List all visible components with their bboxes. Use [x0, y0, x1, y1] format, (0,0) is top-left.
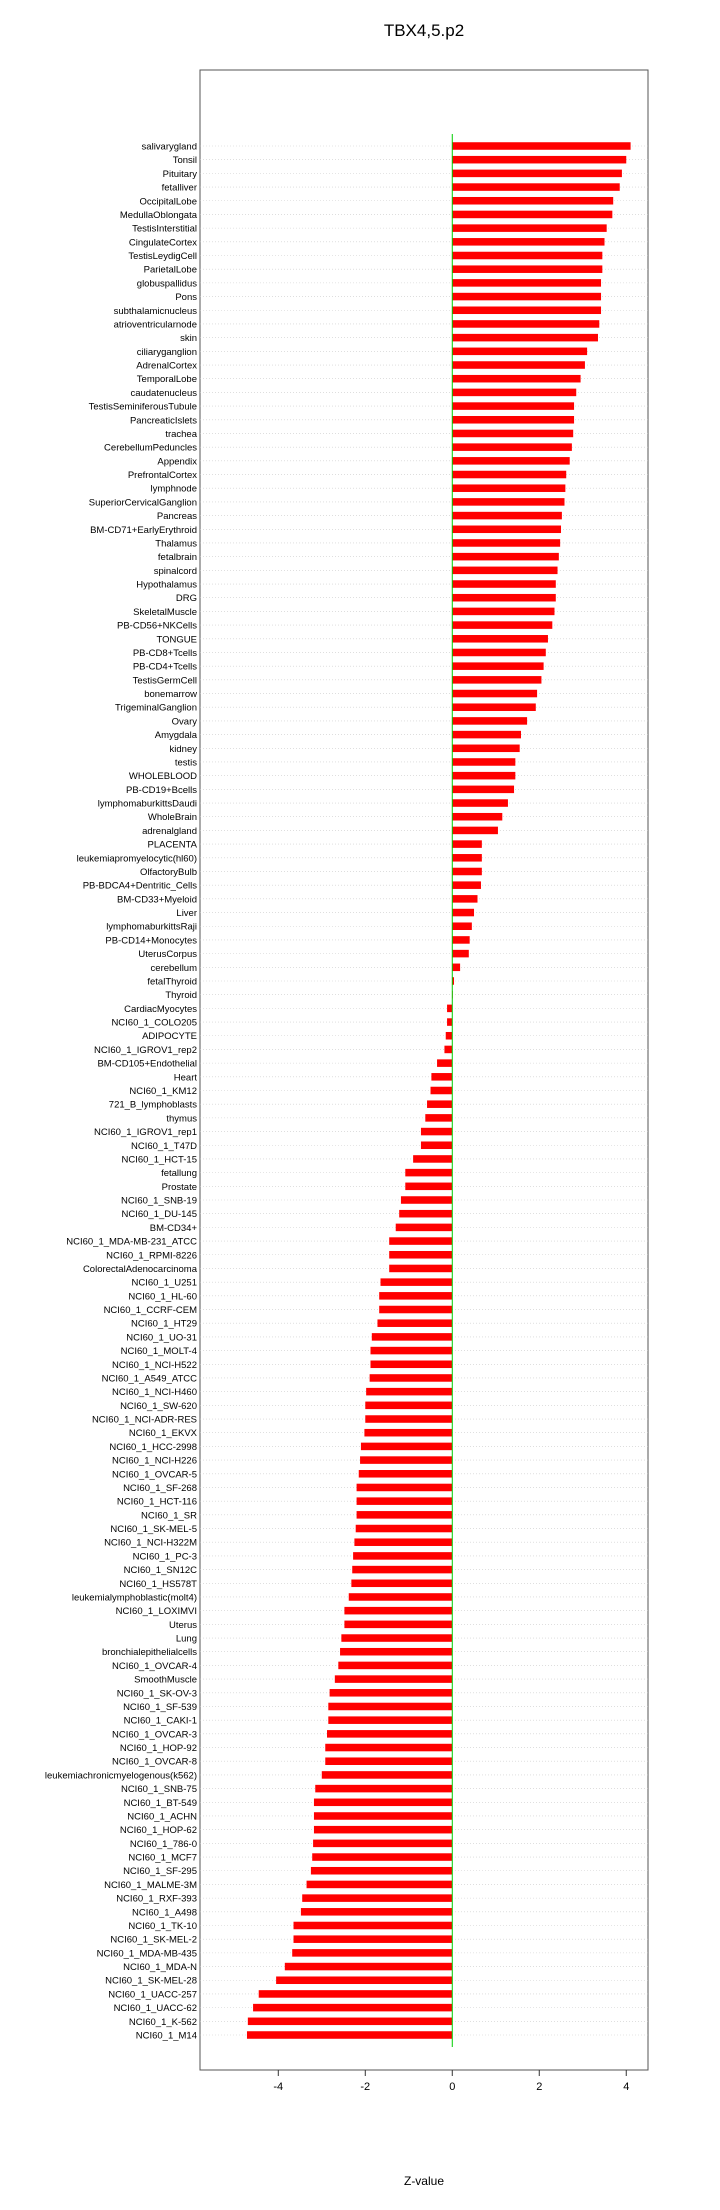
category-label: NCI60_1_CCRF-CEM [103, 1305, 197, 1317]
category-label: OlfactoryBulb [139, 866, 197, 878]
category-label: Liver [176, 908, 197, 920]
bar [452, 758, 515, 766]
bar [357, 1484, 453, 1492]
category-label: NCI60_1_NCI-H226 [111, 1455, 197, 1467]
bar [325, 1744, 452, 1752]
bar [452, 375, 580, 383]
bar [452, 703, 536, 711]
bar [452, 320, 599, 328]
category-label: TrigeminalGanglion [114, 702, 197, 714]
category-label: TestisGermCell [132, 675, 197, 687]
category-label: NCI60_1_K-562 [128, 2016, 197, 2028]
x-axis [273, 2070, 629, 2093]
bar [356, 1525, 453, 1533]
bar [452, 306, 601, 314]
bar [452, 471, 566, 479]
bar [311, 1867, 452, 1875]
category-label: Heart [173, 1072, 197, 1084]
x-tick-label: -2 [360, 2081, 371, 2093]
bar [452, 649, 546, 657]
bar [452, 402, 574, 410]
category-labels [45, 142, 198, 2042]
category-label: NCI60_1_SW-620 [120, 1400, 197, 1412]
bar [452, 745, 519, 753]
bar [452, 662, 543, 670]
category-label: SmoothMuscle [134, 1674, 197, 1686]
category-label: NCI60_1_MDA-MB-231_ATCC [66, 1236, 197, 1248]
bar [360, 1456, 452, 1464]
category-label: NCI60_1_SNB-19 [120, 1195, 197, 1207]
bar [351, 1580, 452, 1588]
category-label: NCI60_1_NCI-H460 [111, 1387, 197, 1399]
bar [452, 457, 569, 465]
bar [248, 2018, 452, 2026]
bar [452, 840, 482, 848]
bar [452, 881, 481, 889]
bar [452, 293, 601, 301]
bar [452, 211, 612, 219]
bar [370, 1374, 453, 1382]
bar [259, 1990, 453, 1998]
bar [314, 1799, 452, 1807]
bar [285, 1963, 452, 1971]
category-label: Uterus [169, 1619, 197, 1631]
bar [327, 1730, 452, 1738]
category-label: Lung [175, 1633, 197, 1645]
category-label: PrefrontalCortex [127, 470, 197, 482]
category-label: OccipitalLobe [139, 196, 197, 208]
bar [452, 676, 541, 684]
bar [328, 1703, 452, 1711]
category-label: TestisSeminiferousTubule [88, 401, 197, 413]
bar [247, 2031, 452, 2039]
bar [294, 1922, 453, 1930]
category-label: NCI60_1_BT-549 [123, 1797, 197, 1809]
category-label: lymphnode [150, 483, 197, 495]
category-label: Tonsil [172, 155, 197, 167]
category-label: NCI60_1_NCI-H522 [111, 1359, 197, 1371]
bar [452, 786, 514, 794]
bar [452, 430, 573, 438]
bar [354, 1538, 452, 1546]
bar [405, 1169, 452, 1177]
category-label: Pituitary [162, 168, 197, 180]
bar [253, 2004, 452, 2012]
category-label: PB-CD14+Monocytes [105, 935, 197, 947]
category-label: NCI60_1_PC-3 [132, 1551, 197, 1563]
bar [340, 1648, 452, 1656]
category-label: 721_B_lymphoblasts [108, 1099, 197, 1111]
bar [452, 361, 585, 369]
category-label: ciliaryganglion [136, 346, 197, 358]
bar [421, 1141, 452, 1149]
category-label: Thyroid [165, 990, 197, 1002]
bar [452, 279, 601, 287]
bar [365, 1402, 452, 1410]
bar [364, 1429, 452, 1437]
bar [427, 1100, 452, 1108]
category-label: Pons [175, 292, 197, 304]
bar [452, 608, 554, 616]
bar [452, 334, 598, 342]
bar [302, 1894, 452, 1902]
bar [452, 416, 574, 424]
category-label: NCI60_1_ACHN [127, 1811, 197, 1823]
category-label: CingulateCortex [128, 237, 197, 249]
bar [452, 813, 502, 821]
bar [353, 1552, 452, 1560]
bar [312, 1853, 452, 1861]
bar [452, 553, 559, 561]
bar [452, 827, 498, 835]
category-label: NCI60_1_A549_ATCC [101, 1373, 197, 1385]
bar [452, 156, 626, 164]
category-label: PB-CD8+Tcells [132, 647, 197, 659]
category-label: kidney [169, 743, 197, 755]
bar [379, 1306, 452, 1314]
category-label: NCI60_1_HL-60 [128, 1291, 197, 1303]
category-label: TestisLeydigCell [128, 251, 197, 263]
category-label: bronchialepithelialcells [101, 1647, 197, 1659]
bar [452, 498, 564, 506]
category-label: thymus [166, 1113, 197, 1125]
category-label: NCI60_1_OVCAR-3 [111, 1729, 197, 1741]
category-label: Thalamus [155, 538, 197, 550]
category-label: fetalbrain [157, 552, 197, 564]
category-label: NCI60_1_MALME-3M [104, 1879, 197, 1891]
category-label: Appendix [157, 456, 197, 468]
category-label: atrioventricularnode [113, 319, 197, 331]
category-label: NCI60_1_SK-MEL-28 [105, 1975, 197, 1987]
category-label: cerebellum [150, 962, 197, 974]
category-label: NCI60_1_UACC-62 [113, 2003, 197, 2015]
category-label: NCI60_1_MOLT-4 [120, 1346, 197, 1358]
bar [381, 1278, 453, 1286]
bar [447, 1018, 452, 1026]
category-label: WholeBrain [147, 812, 197, 824]
bar [359, 1470, 453, 1478]
bar [452, 580, 556, 588]
category-label: adrenalgland [142, 825, 197, 837]
bar [452, 854, 482, 862]
category-label: NCI60_1_UO-31 [126, 1332, 197, 1344]
category-label: NCI60_1_SK-MEL-5 [110, 1524, 197, 1536]
category-label: NCI60_1_HOP-92 [119, 1743, 197, 1755]
bar [330, 1689, 453, 1697]
category-label: NCI60_1_MDA-MB-435 [96, 1948, 197, 1960]
category-label: NCI60_1_NCI-H322M [104, 1537, 197, 1549]
category-label: NCI60_1_SR [141, 1510, 197, 1522]
category-label: NCI60_1_SK-MEL-2 [110, 1934, 197, 1946]
bar [452, 484, 565, 492]
chart-title: TBX4,5.p2 [383, 21, 465, 40]
category-label: NCI60_1_SNB-75 [120, 1784, 197, 1796]
bar [341, 1634, 452, 1642]
category-label: NCI60_1_A498 [132, 1907, 197, 1919]
category-label: NCI60_1_EKVX [128, 1428, 197, 1440]
bar [425, 1114, 452, 1122]
category-label: SuperiorCervicalGanglion [88, 497, 197, 509]
category-label: NCI60_1_MDA-N [123, 1962, 197, 1974]
bar [452, 717, 527, 725]
category-label: BM-CD33+Myeloid [117, 894, 197, 906]
category-label: NCI60_1_SN12C [123, 1565, 197, 1577]
category-label: leukemialymphoblastic(molt4) [71, 1592, 197, 1604]
category-label: TemporalLobe [136, 374, 197, 386]
bar [452, 539, 560, 547]
category-label: NCI60_1_COLO205 [111, 1017, 197, 1029]
bar [452, 512, 562, 520]
bar [315, 1785, 452, 1793]
category-label: CerebellumPeduncles [104, 442, 197, 454]
bar [446, 1032, 453, 1040]
bar [294, 1935, 453, 1943]
bar [452, 265, 602, 273]
category-label: NCI60_1_IGROV1_rep2 [94, 1044, 197, 1056]
bar [452, 142, 630, 150]
bar [452, 909, 474, 917]
bar [452, 950, 469, 958]
category-label: NCI60_1_RPMI-8226 [106, 1250, 197, 1262]
bar [452, 197, 613, 205]
bar [452, 772, 515, 780]
bar [431, 1073, 452, 1081]
bar [357, 1497, 453, 1505]
category-label: NCI60_1_U251 [131, 1277, 197, 1289]
category-label: NCI60_1_HS578T [119, 1578, 197, 1590]
bar [452, 868, 482, 876]
category-label: BM-CD34+ [149, 1222, 197, 1234]
bar [452, 443, 572, 451]
bar [452, 183, 619, 191]
bar [389, 1237, 452, 1245]
category-label: testis [174, 757, 197, 769]
bar [313, 1840, 452, 1848]
bar [361, 1443, 452, 1451]
category-label: NCI60_1_UACC-257 [108, 1989, 197, 2001]
bar [413, 1155, 452, 1163]
bar [322, 1771, 452, 1779]
bar [325, 1757, 452, 1765]
x-tick-label: 4 [623, 2081, 630, 2093]
bar [399, 1210, 452, 1218]
category-label: fetalliver [161, 182, 197, 194]
category-label: UterusCorpus [138, 949, 197, 961]
category-label: MedullaOblongata [119, 209, 197, 221]
category-label: trachea [165, 428, 197, 440]
category-label: NCI60_1_SF-539 [123, 1701, 197, 1713]
bar [452, 348, 587, 356]
category-label: NCI60_1_SF-268 [123, 1482, 197, 1494]
bar [452, 731, 521, 739]
bar [452, 690, 537, 698]
category-label: bonemarrow [144, 689, 197, 701]
x-tick-label: 2 [536, 2081, 543, 2093]
bar [366, 1388, 452, 1396]
bar [452, 635, 548, 643]
bar [389, 1265, 452, 1273]
category-label: NCI60_1_OVCAR-8 [111, 1756, 197, 1768]
bar [338, 1662, 452, 1670]
category-label: Pancreas [156, 511, 197, 523]
category-label: PLACENTA [147, 839, 197, 851]
category-label: NCI60_1_HT29 [130, 1318, 197, 1330]
category-label: leukemiapromyelocytic(hl60) [76, 853, 197, 865]
category-label: lymphomaburkittsRaji [106, 921, 197, 933]
category-label: NCI60_1_OVCAR-5 [111, 1469, 197, 1481]
bar [352, 1566, 452, 1574]
bar [437, 1059, 452, 1067]
category-label: Prostate [161, 1181, 197, 1193]
category-label: ADIPOCYTE [142, 1031, 197, 1043]
bar [307, 1881, 453, 1889]
bar [344, 1607, 452, 1615]
category-label: PB-BDCA4+Dentritic_Cells [82, 880, 197, 892]
bar [452, 964, 460, 972]
category-label: WHOLEBLOOD [128, 771, 197, 783]
category-label: salivarygland [141, 141, 197, 153]
x-axis-label: Z-value [403, 2174, 445, 2188]
bar [371, 1361, 453, 1369]
bar [452, 170, 622, 178]
category-label: CardiacMyocytes [124, 1003, 197, 1015]
category-label: AdrenalCortex [136, 360, 197, 372]
category-label: fetalThyroid [147, 976, 197, 988]
bar [452, 224, 606, 232]
bar [452, 238, 604, 246]
category-label: subthalamicnucleus [113, 305, 197, 317]
bar [452, 922, 472, 930]
category-label: NCI60_1_HCC-2998 [109, 1441, 197, 1453]
category-label: TestisInterstitial [132, 223, 197, 235]
bar [301, 1908, 452, 1916]
x-tick-label: -4 [273, 2081, 284, 2093]
bar [389, 1251, 452, 1259]
bar [452, 799, 508, 807]
bar [447, 1005, 452, 1013]
category-label: PB-CD4+Tcells [132, 661, 197, 673]
category-label: lymphomaburkittsDaudi [97, 798, 197, 810]
bar [372, 1333, 452, 1341]
category-label: NCI60_1_HCT-116 [116, 1496, 197, 1508]
category-label: caudatenucleus [130, 387, 197, 399]
category-label: Amygdala [154, 730, 197, 742]
category-label: NCI60_1_T47D [130, 1140, 197, 1152]
bar [349, 1593, 453, 1601]
bar [452, 389, 576, 397]
category-label: ParietalLobe [143, 264, 197, 276]
category-label: Hypothalamus [136, 579, 197, 591]
bar [396, 1224, 453, 1232]
bar [405, 1183, 452, 1191]
category-label: NCI60_1_CAKI-1 [123, 1715, 197, 1727]
bar [379, 1292, 452, 1300]
category-label: PB-CD19+Bcells [125, 784, 197, 796]
category-label: NCI60_1_MCF7 [128, 1852, 197, 1864]
bar [328, 1716, 452, 1724]
bar [357, 1511, 453, 1519]
category-label: NCI60_1_KM12 [129, 1086, 197, 1097]
category-label: leukemiachronicmyelogenous(k562) [44, 1770, 197, 1782]
category-label: NCI60_1_NCI-ADR-RES [91, 1414, 197, 1426]
category-label: BM-CD105+Endothelial [97, 1058, 197, 1070]
category-label: NCI60_1_IGROV1_rep1 [94, 1127, 197, 1139]
category-label: Ovary [171, 716, 197, 728]
bar [344, 1621, 452, 1629]
category-label: spinalcord [153, 565, 197, 577]
category-label: DRG [175, 593, 197, 605]
bar [365, 1415, 452, 1423]
bar [452, 621, 552, 629]
bar [314, 1812, 452, 1820]
bar [431, 1087, 453, 1095]
category-label: NCI60_1_TK-10 [128, 1920, 197, 1932]
category-label: NCI60_1_786-0 [129, 1838, 197, 1850]
bar [444, 1046, 452, 1054]
plot-frame [200, 70, 648, 2070]
category-label: PancreaticIslets [129, 415, 197, 427]
category-label: NCI60_1_RXF-393 [116, 1893, 197, 1905]
bar [452, 567, 557, 575]
bar [452, 252, 602, 260]
category-label: NCI60_1_LOXIMVI [115, 1606, 197, 1618]
category-label: SkeletalMuscle [133, 606, 197, 618]
bar [371, 1347, 453, 1355]
category-label: globuspallidus [136, 278, 197, 290]
category-label: NCI60_1_OVCAR-4 [111, 1660, 197, 1672]
bar [401, 1196, 452, 1204]
category-label: NCI60_1_HOP-62 [119, 1825, 197, 1837]
category-label: NCI60_1_SK-OV-3 [116, 1688, 197, 1700]
category-label: TONGUE [156, 634, 197, 646]
bar [377, 1319, 452, 1327]
bar [452, 526, 561, 534]
bar [452, 895, 477, 903]
bar [421, 1128, 452, 1136]
category-label: PB-CD56+NKCells [117, 620, 197, 632]
bar [314, 1826, 452, 1834]
category-label: ColorectalAdenocarcinoma [82, 1263, 197, 1275]
category-label: BM-CD71+EarlyErythroid [90, 524, 197, 536]
category-label: fetallung [161, 1168, 197, 1180]
grid-lines [200, 146, 648, 2035]
bar [452, 594, 556, 602]
bar [292, 1949, 452, 1957]
category-label: NCI60_1_SF-295 [123, 1866, 197, 1878]
bars-group [247, 142, 631, 2039]
category-label: skin [180, 333, 197, 345]
bar [276, 1976, 452, 1984]
bar [452, 936, 469, 944]
x-tick-label: 0 [449, 2081, 456, 2093]
category-label: NCI60_1_DU-145 [121, 1209, 197, 1221]
bar [335, 1675, 452, 1683]
category-label: NCI60_1_HCT-15 [121, 1154, 197, 1166]
category-label: NCI60_1_M14 [135, 2030, 197, 2042]
